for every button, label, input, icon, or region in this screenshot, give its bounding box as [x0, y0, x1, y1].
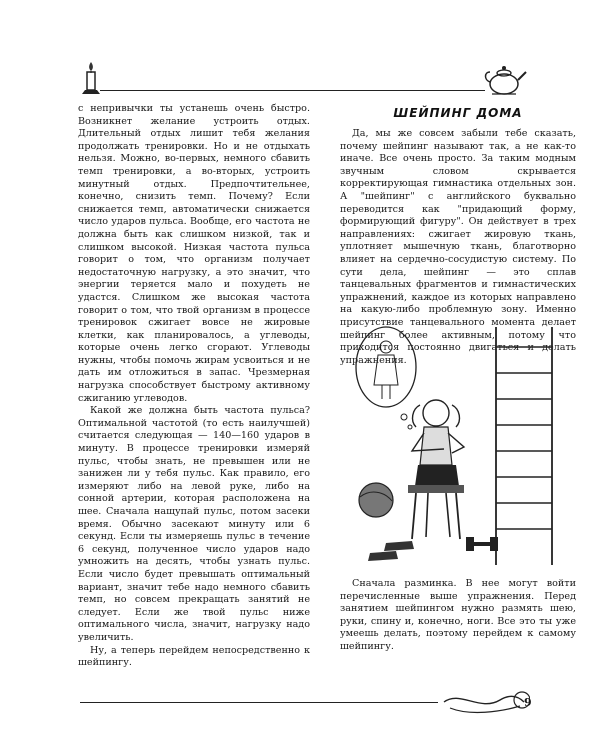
- paragraph: Ну, а теперь перейдем непосредственно к шейпингу.: [78, 644, 310, 669]
- candle-lamp-icon: [76, 60, 106, 96]
- left-text-column: [78, 103, 310, 670]
- paragraph: Какой же должна быть частота пульса? Оптимальной частотой (то есть наилучшей) считается следующая — 140—160 ударов в минуту. В процессе тренировки измеряй пульс, чтобы знать, не превышен или не занижен ли у тебя пульс. Как правило, его измеряют либо на левой руке, либо на сонной артерии, которая расположена на шее. Сначала нащупай пульс, потом засеки время. Обычно засекают минуту или 6 секунд. Если ты измеряешь пульс в течение 6 секунд, полученное число ударов надо умножить на десять, чтобы узнать пульс. Если число будет превышать оптимальный вариант, значит тебе надо немного сбавить темп, но совсем прекращать занятий не следует. Если же твой пульс ниже оптимального числа, значит, нагрузку надо увеличить.: [78, 405, 310, 643]
- paragraph: с непривычки ты устанешь очень быстро. Возникнет желание устроить отдых. Длительный отдых лишит тебя желания продолжать тренировки. Но и не отдыхать нельзя. Можно, во-первых, немного сбавить темп тренировки, а во-вторых, устроить минутный отдых. Предпочтительнее, конечно, снизить темп. Почему? Если снижается темп, автоматически снижается число ударов пульса. Вообще, его частота не должна быть как слишком низкой, так и слишком высокой. Низкая частота пульса говорит о том, что организм получает недостаточную нагрузку, а это значит, что энергии теряется мало и похудеть не удастся. Слишком же высокая частота говорит о том, что твой организм в процессе тренировок сжигает вовсе не жировые клетки, как планировалось, а углеводы, которые очень легко сгорают. Углеводы нужны, чтобы помочь жирам усвоиться и не дать им отложиться в запас. Чрезмерная нагрузка способствует быстрому активному сжиганию углеводов.: [78, 103, 310, 404]
- bottom-rule: [80, 702, 438, 703]
- swan-ornament-icon: [440, 682, 530, 716]
- teapot-icon: [482, 58, 528, 98]
- paragraph: Сначала разминка. В нее могут войти перечисленные выше упражнения. Перед занятием шейпингом нужно размять шею, руки, спину и, конечно, ноги. Все это ты уже умеешь делать, поэтому перейдем к самому шейпингу.: [340, 578, 576, 652]
- right-text-column-bottom: [340, 578, 576, 654]
- page-number: 9: [524, 696, 532, 709]
- top-rule: [100, 90, 485, 91]
- girl-exercising-illustration: [346, 325, 572, 570]
- section-heading: ШЕЙПИНГ ДОМА: [393, 106, 523, 120]
- paragraph: Да, мы же совсем забыли тебе сказать, почему шейпинг называют так, а не как-то иначе. Все очень просто. За таким модным звучным словом скрывается корректирующая гимнастика отдельных зон. А "шейпинг" с английского буквально переводится как "придающий форму, формирующий фигуру". Он действует в трех направлениях: сжигает жировую ткань, уплотняет мышечную ткань, благотворно влияет на сердечно-сосудистую систему. По сути дела, шейпинг — это сплав танцевальных фрагментов и гимнастических упражнений, каждое из которых направлено на какую-либо проблемную зону. Именно присутствие танцевального момента делает шейпинг более активным, потому что приходится постоянно двигаться и делать упражнения.: [340, 128, 576, 366]
